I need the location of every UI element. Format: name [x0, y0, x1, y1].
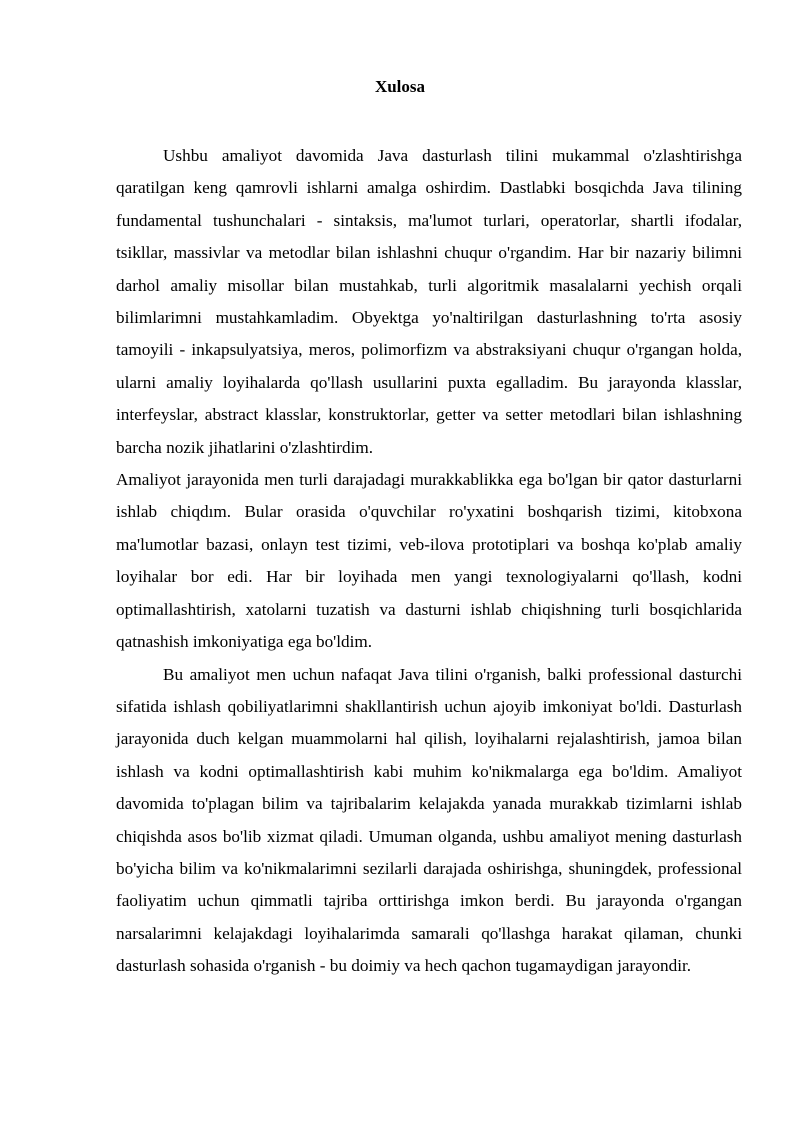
- paragraph-3: Bu amaliyot men uchun nafaqat Java tilini o'rganish, balki professional dasturchi sifatida ishlash qobiliyatlarimni shakllantirish uchun ajoyib imkoniyat bo'ldi. Dasturlash jarayonida duch kelgan muammolarni hal qilish, loyihalarni rejalashtirish, jamoa bilan ishlash va kodni optimallashtirish kabi muhim ko'nikmalarga ega bo'ldim. Amaliyot davomida to'plagan bilim va tajribalarim kelajakda yanada murakkab tizimlarni ishlab chiqishda asos bo'lib xizmat qiladi. Umuman olganda, ushbu amaliyot mening dasturlash bo'yicha bilim va ko'nikmalarimni sezilarli darajada oshirishga, shuningdek, professional faoliyatim uchun qimmatli tajriba orttirishga imkon berdi. Bu jarayonda o'rgangan narsalarimni kelajakdagi loyihalarimda samarali qo'llashga harakat qilaman, chunki dasturlash sohasida o'rganish - bu doimiy va hech qachon tugamaydigan jarayondir.: [116, 664, 742, 976]
- paragraph-2: Amaliyot jarayonida men turli darajadagi murakkablikka ega bo'lgan bir qator dasturlarni ishlab chiqdım. Bular orasida o'quvchilar ro'yxatini boshqarish tizimi, kitobxona ma'lumotlar bazasi, onlayn test tizimi, veb-ilova prototiplari va boshqa ko'plab amaliy loyihalar bor edi. Har bir loyihada men yangi texnologiyalarni qo'llash, kodni optimallashtirish, xatolarni tuzatish va dasturni ishlab chiqishning turli bosqichlarida qatnashish imkoniyatiga ega bo'ldim.: [116, 470, 742, 652]
- body-text: [116, 140, 742, 983]
- page-title: Xulosa: [374, 77, 426, 96]
- paragraph-1: Ushbu amaliyot davomida Java dasturlash tilini mukammal o'zlashtirishga qaratilgan keng qamrovli ishlarni amalga oshirdim. Dastlabki bosqichda Java tilining fundamental tushunchalari - sintaksis, ma'lumot turlari, operatorlar, shartli ifodalar, tsikllar, massivlar va metodlar bilan ishlashni chuqur o'rgandim. Har bir nazariy bilimni darhol amaliy misollar bilan mustahkab, turli algoritmik masalalarni yechish orqali bilimlarimni mustahkamladim. Obyektga yo'naltirilgan dasturlashning to'rta asosiy tamoyili - inkapsulyatsiya, meros, polimorfizm va abstraksiyani chuqur o'rgangan holda, ularni amaliy loyihalarda qo'llash usullarini puxta egalladim. Bu jarayonda klasslar, interfeyslar, abstract klasslar, konstruktorlar, getter va setter metodlari bilan ishlashning barcha nozik jihatlarini o'zlashtirdim.: [116, 146, 742, 457]
